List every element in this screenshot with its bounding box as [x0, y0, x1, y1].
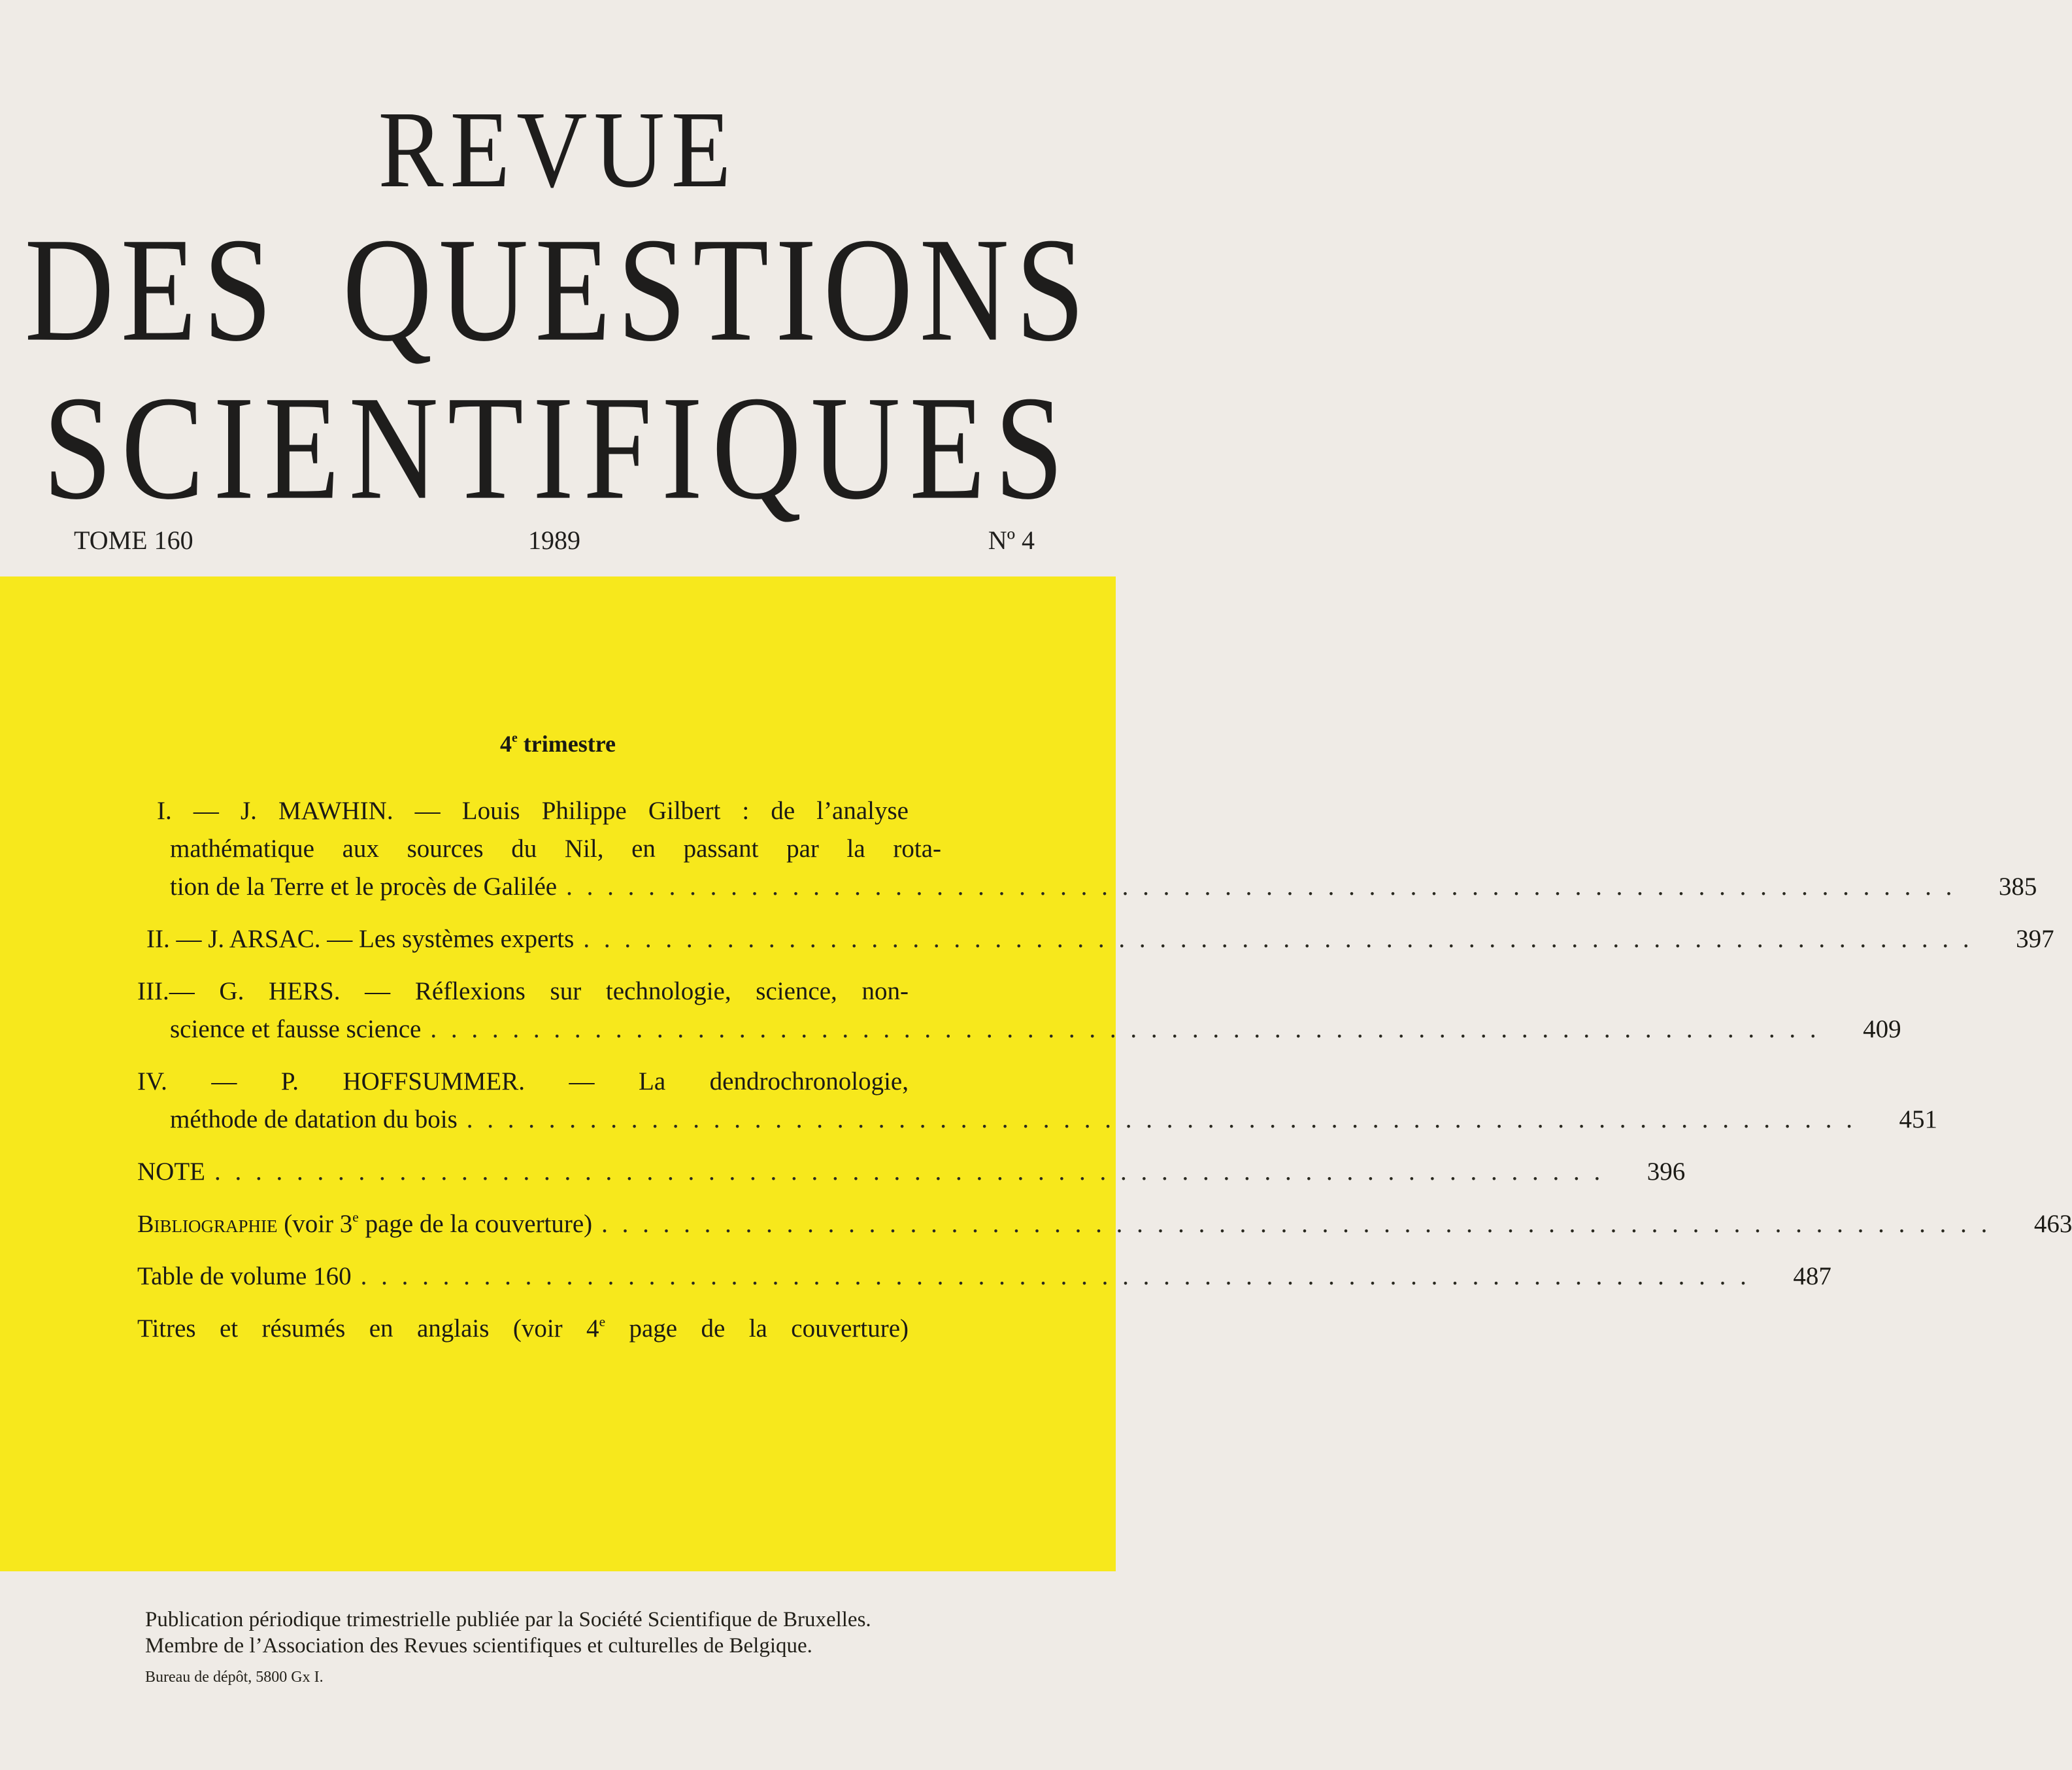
biblio-text-b: page de la couverture): [358, 1210, 593, 1238]
toc-entry-mawhin: [137, 792, 2037, 906]
issue-number: Nº 4: [988, 526, 1035, 555]
toc-entry-hoffsummer: [137, 1063, 1937, 1139]
title-line-scientifiques: SCIENTIFIQUES: [42, 366, 1073, 531]
toc-entry-text: [137, 1310, 909, 1348]
title-line-des-questions: DES QUESTIONS: [24, 208, 1092, 373]
toc-entry-text: mathématique aux sources du Nil, en passant par la rota-: [170, 835, 941, 863]
toc-entry-note: [137, 1153, 1686, 1191]
toc-dotted-line: [170, 1010, 1901, 1048]
leader-dots: . . . . . . . . . . . . . . . . . . . . . . . . . . . . . . . . . . . . . . . . . . . . . . . . . . . . . . . . . . . . . . . . . . . .: [566, 873, 1956, 901]
page-number: 385: [1998, 873, 2037, 901]
page-number: 396: [1646, 1158, 1686, 1186]
toc-line: [137, 1063, 980, 1101]
toc-line: [137, 1101, 1937, 1139]
page-number: 463: [2033, 1210, 2072, 1238]
toc-dotted-line: [170, 1101, 1937, 1139]
toc-entry-text: tion de la Terre et le procès de Galilée: [170, 873, 558, 901]
toc-entry-bibliographie: [137, 1205, 2072, 1243]
toc-entry-table-volume: [137, 1258, 1831, 1295]
titres-text-b: page de la couverture): [605, 1314, 909, 1343]
toc-entry-text: II. — J. ARSAC. — Les systèmes experts: [146, 925, 575, 953]
toc-entry-text: science et fausse science: [170, 1015, 422, 1043]
bibliographie-label: Bibliographie: [137, 1211, 278, 1238]
page-number: 487: [1793, 1262, 1831, 1290]
biblio-superscript: e: [352, 1209, 359, 1225]
trimestre-label: trimestre: [517, 731, 616, 757]
toc-line: [137, 830, 980, 868]
titres-text-a: Titres et résumés en anglais (voir 4: [137, 1314, 599, 1343]
toc-dotted-line: [137, 920, 2054, 958]
footer-line-publication: Publication périodique trimestrielle publiée par la Société Scientifique de Bruxelles.: [145, 1608, 871, 1631]
title-line-revue: REVUE: [378, 89, 738, 210]
toc-entry-text: IV. — P. HOFFSUMMER. — La dendrochronologie,: [137, 1067, 909, 1095]
footer-line-membership: Membre de l’Association des Revues scientifiques et culturelles de Belgique.: [145, 1634, 812, 1658]
toc-line: [137, 1258, 1831, 1295]
toc-dotted-line: [137, 1258, 1831, 1295]
toc-entry-text: I. — J. MAWHIN. — Louis Philippe Gilbert : de l’analyse: [157, 797, 909, 825]
leader-dots: . . . . . . . . . . . . . . . . . . . . . . . . . . . . . . . . . . . . . . . . . . . . . . . . . . . . . . . . . . . . . . . . . . . .: [360, 1262, 1750, 1290]
publisher-footer: [145, 1607, 995, 1690]
leader-dots: . . . . . . . . . . . . . . . . . . . . . . . . . . . . . . . . . . . . . . . . . . . . . . . . . . . . . . . . . . . . . . . . . . . .: [466, 1105, 1856, 1133]
biblio-text-a: (voir 3: [277, 1210, 353, 1238]
trimestre-number: 4: [499, 731, 512, 757]
toc-dotted-line: [137, 1205, 2072, 1243]
toc-line: [137, 1205, 2072, 1243]
trimestre-heading: [0, 730, 1116, 758]
toc-line: [137, 1153, 1686, 1191]
toc-dotted-line: [170, 868, 2037, 906]
toc-line: [137, 1010, 1901, 1048]
toc-entry-hers: [137, 973, 1901, 1048]
issue-meta: [74, 525, 1035, 558]
toc-entry-text: méthode de datation du bois: [170, 1105, 458, 1133]
toc-entry-arsac: [137, 920, 2054, 958]
toc-line: [137, 792, 980, 830]
toc-entry-text: NOTE: [137, 1158, 205, 1186]
toc-entry-text: Table de volume 160: [137, 1262, 352, 1290]
leader-dots: . . . . . . . . . . . . . . . . . . . . . . . . . . . . . . . . . . . . . . . . . . . . . . . . . . . . . . . . . . . . . . . . . . . .: [430, 1015, 1820, 1043]
table-of-contents: [137, 792, 2072, 1362]
leader-dots: . . . . . . . . . . . . . . . . . . . . . . . . . . . . . . . . . . . . . . . . . . . . . . . . . . . . . . . . . . . . . . . . . . . .: [214, 1158, 1605, 1186]
page-number: 397: [2016, 925, 2054, 953]
leader-dots: . . . . . . . . . . . . . . . . . . . . . . . . . . . . . . . . . . . . . . . . . . . . . . . . . . . . . . . . . . . . . . . . . . . .: [601, 1210, 1992, 1238]
toc-line: [137, 1310, 980, 1348]
toc-line: [137, 868, 2037, 906]
page-number: 451: [1899, 1105, 1937, 1133]
trimestre-superscript: e: [511, 731, 518, 746]
toc-dotted-line: [137, 1153, 1686, 1191]
titres-superscript: e: [599, 1313, 606, 1329]
toc-entry-text: III.— G. HERS. — Réflexions sur technologie, science, non-: [137, 977, 909, 1005]
year-label: 1989: [528, 526, 580, 555]
toc-line: [137, 973, 980, 1010]
toc-entry-titres-resumes: [137, 1310, 980, 1348]
leader-dots: . . . . . . . . . . . . . . . . . . . . . . . . . . . . . . . . . . . . . . . . . . . . . . . . . . . . . . . . . . . . . . . . . . . .: [583, 925, 1973, 953]
toc-line: [137, 920, 2054, 958]
toc-entry-text: [137, 1205, 592, 1243]
footer-line-depot: Bureau de dépôt, 5800 Gx I.: [145, 1669, 324, 1686]
page-number: 409: [1863, 1015, 1901, 1043]
tome-label: TOME 160: [74, 526, 193, 555]
